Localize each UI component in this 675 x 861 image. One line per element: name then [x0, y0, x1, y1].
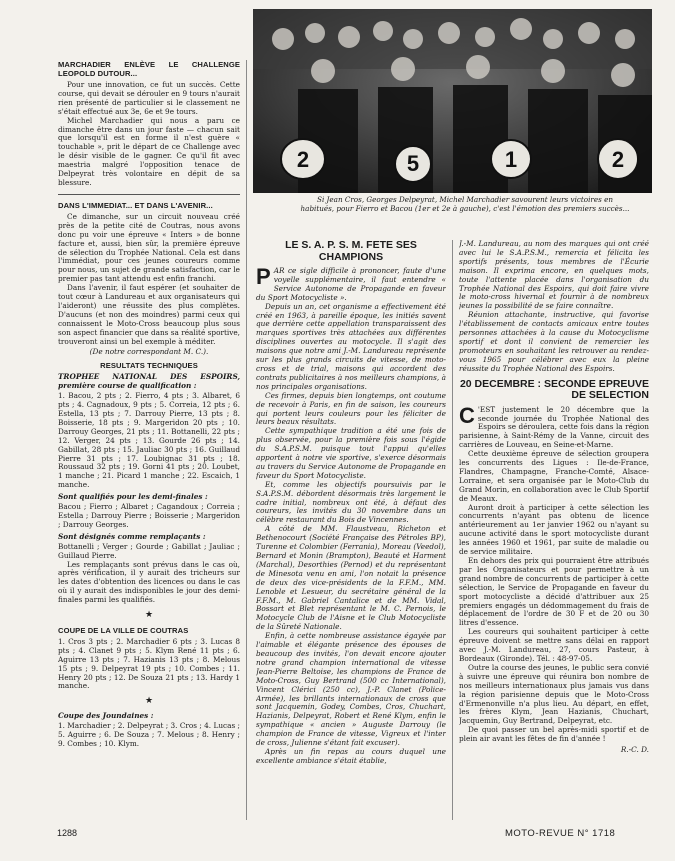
- paragraph: Depuis un an, cet organisme a effectivement été créé en 1963, à pareille époque, les initiés savent que derrière cette appellation transparaissent des marques sportives très attachées aux différentes disciplines ouvertes au motocycle. Il s'agit des maisons que notre ami J.-M. Landureau représente sur les plus grands circuits de vitesse, de moto-cross et de trial, maisons qui accordent des contrats publicitaires à nos meilleurs champions, à nos principales organisations.: [256, 301, 446, 391]
- paragraph: Les remplaçants sont prévus dans le cas où, après vérification, il y aurait des tricheurs sur les dates d'obtention des licences ou dans le cas où il y aurait des indisponibles le jour des demi-finales parmi les qualifiés.: [58, 559, 240, 605]
- paragraph: En dehors des prix qui pourraient être attribués par les Organisateurs et pour permettre à un grand nombre de concurrents de participer à cette sélection, le Service de Propagande en faveur du sport motocycliste a décidé d'attribuer aux 25 premiers engagés un dédommagement du frais de déplacement de l'ordre de 30 F et de 20 ou 30 litres d'essence.: [459, 556, 649, 628]
- paragraph: Enfin, à cette nombreuse assistance égayée par l'aimable et élégante présence des épouses de beaucoup des invités, l'on devait encore ajouter notre grand champion international de vitesse Jean-Pierre Beltoise, les champions de France de Moto-Cross, Guy Bertrand (500 cc International), Vincent Clérici (250 cc), J.-P. Clanet (Police-Armée), les brillants internationaux de cross que sont Jacquemin, Godey, Combes, Cros, Chuchart, Hazianis, Delpeyrat, Robert et René Klym, enfin le sympathique « ancien » Auguste Darrouy (le champion de France de vitesse, Vigreux et l'inter de cross, Julienne s'étant fait excuser).: [256, 631, 446, 748]
- paragraph: Les coureurs qui souhaitent participer à cette épreuve doivent se mettre sans délai en rapport avec J.-M. Landureau, 27, cours Pasteur, à Bordeaux (Gironde). Tél. : 48-97-05.: [459, 627, 649, 663]
- divider: [58, 194, 240, 195]
- paragraph: Auront droit à participer à cette sélection les concurrents n'ayant pas obtenu de licence antérieurement au 1er janvier 1962 ou n'ayant su aucune activité dans le sport motocycliste durant les années 1960 et 1961, par suite de maladie ou de service militaire.: [459, 502, 649, 557]
- heading-results: RESULTATS TECHNIQUES: [100, 361, 198, 371]
- substitutes-list: Bottanelli ; Verger ; Gourde ; Gabillat ; Jauliac ; Guillaud Pierre.: [58, 541, 240, 560]
- paragraph: Dans l'avenir, il faut espérer (et souhaiter de tout cœur à Landureau et aux organisateurs qui l'aideront) une réussite des plus complètes. D'aucuns (et non des moindres) parmi ceux qui connaissent le Moto-Cross beaucoup plus sous son aspect financier que dans sa réalité sportive, trouveront ainsi un bel exemple à méditer.: [58, 283, 240, 346]
- svg-text:2: 2: [611, 147, 625, 172]
- column-rule: [452, 240, 453, 820]
- qualified-list: Bacou ; Fierro ; Albaret ; Cagandoux ; Correia ; Estella ; Darrouy Pierre ; Boisserie ; Margeridon ; Darrouy Georges.: [58, 502, 240, 529]
- paragraph: A côté de MM. Flaustveau, Richeton et Bethenocourt (Société Française des Pétroles BP), Turenne et Colombier (Ferrania), Moreau (Veedol), Bernard et Monin (Brampton), Beauté et Harment (Marchal), Desorthies (Pernod) et du représentant de Minesota venu en ami, l'on notait la présence de deux des vice-présidents de la F.F.M., MM. Lenoble et Lesueur, du secrétaire général de la F.F.M., M. Gabriel Cantalice et de MM. Vidal, Bossart et Blet représentant le M. C. Pernois, le Motocycle Club de l'Aisne et le Club Motocycliste de la Sûreté Nationale.: [256, 524, 446, 632]
- svg-text:5: 5: [406, 151, 420, 176]
- heading-challenge: MARCHADIER ENLÈVE LE CHALLENGE LEOPOLD DUTOUR...: [58, 60, 240, 78]
- drop-cap: P: [256, 264, 271, 289]
- lead-paragraph: AR ce sigle difficile à prononcer, faute d'une voyelle supplémentaire, il faut entendre « Service Autonome de Propagande en faveur du Sport Motocycliste ».: [256, 266, 446, 302]
- paragraph: Outre la course des jeunes, le public sera convié à suivre une épreuve qui réunira bon nombre de nos meilleurs internationaux plus jamais vus dans la région parisienne depuis que le Moto-Cross d'Ermenonville n'a plus lieu. Au départ, en effet, les frères Klym, Jean Hazianis, Chuchart, Jacquemin, Guy Bertrand, Delpeyrat, etc.: [459, 662, 649, 726]
- paragraph: Michel Marchadier qui nous a paru ce dimanche être dans un jour faste — chacun sait que lorsqu'il est en forme il n'est guère « touchable », prit le départ de ce Challenge avec le désir visible de le gagner. Ce qu'il fit avec maestria malgré l'opposition tenace de Delpeyrat très volontaire en dépit de sa blessure.: [58, 115, 240, 187]
- subheading-substitutes: Sont désignés comme remplaçants :: [58, 531, 206, 541]
- results-coupe: 1. Cros 3 pts ; 2. Marchadier 6 pts ; 3. Lucas 8 pts ; 4. Clanet 9 pts ; 5. Klym René 11 pts ; 6. Aguirre 13 pts ; 7. Hazianis 13 pts ; 8. Melous 15 pts ; 9. Delpeyrat 19 pts ; 10. Combes ; 11. Henry 20 pts ; 12. De Souza 21 pts ; 13. Hardy 1 manche.: [58, 636, 240, 691]
- article-title-december: 20 DECEMBRE : SECONDE EPREUVE DE SELECTION: [459, 377, 649, 402]
- middle-column: [256, 240, 446, 820]
- heading-immediat: DANS L'IMMEDIAT... ET DANS L'AVENIR...: [58, 200, 213, 210]
- left-column: [58, 60, 240, 822]
- paragraph: Et, comme les objectifs poursuivis par le S.A.P.S.M. débordent désormais très largement le cadre initial, nombreux ont été, à défaut des coureurs, les invités du 30 novembre dans un célèbre restaurant du Bois de Vincennes.: [256, 479, 446, 525]
- subheading-trophy: TROPHEE NATIONAL DES ESPOIRS, première course de qualification :: [58, 372, 240, 391]
- star-separator: ★: [144, 696, 154, 707]
- subheading-joundaines: Coupe des Joundaines :: [58, 711, 154, 721]
- results-joundaines: 1. Marchadier ; 2. Delpeyrat ; 3. Cros ; 4. Lucas ; 5. Aguirre ; 6. De Souza ; 7. Melous ; 8. Henry ; 9. Combes ; 10. Klym.: [58, 721, 240, 748]
- column-rule: [246, 60, 247, 820]
- paragraph: Ces firmes, depuis bien longtemps, ont coutume de recevoir à Paris, en fin de saison, les coureurs qui portent leurs couleurs pour les féliciter de leurs beaux résultats.: [256, 390, 446, 427]
- paragraph: Après un fin repas au cours duquel une excellente ambiance s'était établie,: [256, 746, 446, 765]
- paragraph: Cette sympathique tradition a été une fois de plus observée, pour la première fois sous l'égide du S.A.P.S.M. puisque tout l'appui qu'elles apportent à notre vie sportive, s'exerce désormais au travers du Service Autonome de Propagande en faveur du Sport Motocycliste.: [256, 426, 446, 480]
- magazine-issue: MOTO-REVUE N° 1718: [505, 828, 616, 839]
- svg-text:2: 2: [296, 147, 310, 172]
- heading-coupe: COUPE DE LA VILLE DE COUTRAS: [58, 625, 189, 635]
- paragraph: Cette deuxième épreuve de sélection groupera les concurrents des Ligues : Ile-de-France, Flandres, Champagne, Franche-Comté, Alsace-Lorraine, et sera organisée par le Moto-Club du Grand Morin, en collaboration avec le Club Sportif de Meaux.: [459, 449, 649, 503]
- paragraph: De quoi passer un bel après-midi sportif et de plein air avant les fêtes de fin d'année !: [459, 725, 649, 744]
- star-separator: ★: [144, 610, 154, 621]
- correspondent-signature: (De notre correspondant M. C.).: [89, 347, 209, 357]
- svg-text:1: 1: [504, 147, 518, 172]
- paragraph: Ce dimanche, sur un circuit nouveau créé près de la petite cité de Coutras, nous avons donc pu voir une épreuve « Inters » de bonne facture et, aussi, bien sûr, la première épreuve de sélection du Trophée National. Cela est dans l'immédiat, pour ces jeunes coureurs comme pour nous, un sujet de grande satisfaction, car le premier pas tant attendu est enfin franchi.: [58, 211, 240, 284]
- article-title-saps: LE S. A. P. S. M. FETE SES CHAMPIONS: [285, 240, 417, 263]
- race-photo: [253, 9, 652, 193]
- riders-photo-illustration: [253, 9, 652, 193]
- paragraph: Pour une innovation, ce fut un succès. Cette course, qui devait se dérouler en 9 tours n'aurait rien présenté de particulier si le classement ne s'était effectué aux 3e, 6e et 9e tours.: [58, 80, 240, 116]
- results-trophy: 1. Bacou, 2 pts ; 2. Fierro, 4 pts ; 3. Albaret, 6 pts ; 4. Cagnadoux, 9 pts ; 5. Correia, 12 pts ; 6. Estella, 13 pts ; 7. Darrouy Pierre, 13 pts ; 8. Boisserie, 18 pts ; 9. Margeridon 20 pts ; 10. Darrouy Georges, 21 pts ; 11. Bottanelli, 22 pts ; 12. Verger, 24 pts ; 13. Gourde 26 pts ; 14. Gabillat, 28 pts ; 15. Jauliac 30 pts ; 16. Guillaud Pierre 31 pts ; 17. Loubignac 31 pts ; 18. Roussaud 32 pts ; 19. Gorni 41 pts ; 20. Loubet, 1 manche ; 21. Picard 1 manche ; 22. Escaich, 1 manche.: [58, 391, 240, 490]
- paragraph: Réunion attachante, instructive, qui favorise l'établissement de contacts amicaux entre toutes personnes attachées à la cause du Motocyclisme sportif et dont il convient de remercier les promoteurs en souhaitant les retrouver au rendez-vous 1965 pour célébrer avec eux la pleine réussite du Trophée National des Espoirs.: [459, 310, 649, 373]
- lead-paragraph: 'EST justement le 20 décembre que la seconde journée du Trophée National des Espoirs se déroulera, cette fois dans la région parisienne, à Saint-Rémy de la Vanne, circuit des carrières de Louveau, en Seine-et-Marne.: [459, 404, 649, 450]
- page-number: 1288: [57, 828, 78, 838]
- drop-cap: C: [459, 402, 475, 428]
- author-signature: R.-C. D.: [620, 745, 649, 755]
- right-column: [459, 240, 649, 820]
- photo-caption: Si Jean Cros, Georges Delpeyrat, Michel Marchadier savourent leurs victoires en habitués, pour Fierro et Bacou (1er et 2e à gauche), c'est l'émotion des premiers succès...: [300, 195, 630, 213]
- subheading-qualified: Sont qualifiés pour les demi-finales :: [58, 492, 208, 502]
- paragraph: J.-M. Landureau, au nom des marques qui ont créé avec lui le S.A.P.S.M., remercia et félicita les sportifs présents, tous membres de l'Écurie maison. Il exprima encore, en quelques mots, toute l'attente placée dans l'organisation du Trophée National des Espoirs, qui doit faire vivre le moto-cross hivernal et fournir à de nombreux jeunes la possibilité de se faire connaître.: [459, 240, 649, 311]
